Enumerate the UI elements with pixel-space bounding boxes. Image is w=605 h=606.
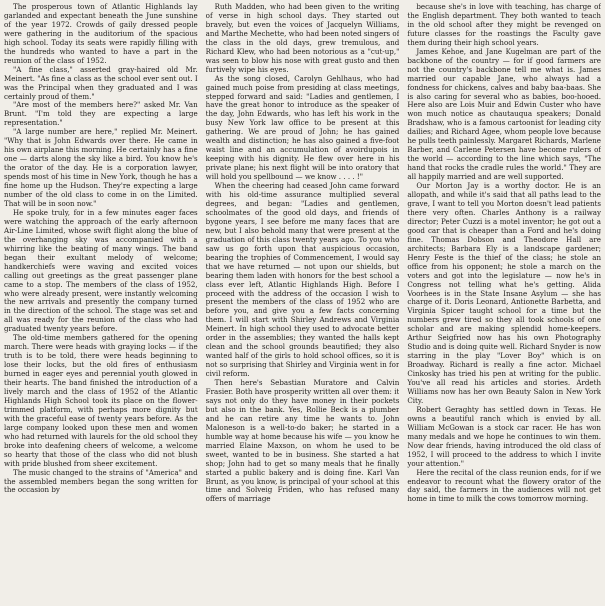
paragraph: When the cheering had ceased John came forward with his old-time assurance multiplied several degrees, and began: "Ladies and gentlemen, schoolmates of the good old days, and friends of bygone years, I see before me many faces that are new, but I also behold many that were present at the graduation of this class twenty years ago. To you who saw us go forth upon that auspicious occasion, bearing the trophies of Commencement, I would say that we have returned — not upon our shields, but bearing them laden with honors for the best school a class ever left, Atlantic Highlands High. Before I proceed with the address of the occasion I wish to present the members of the class of 1952 who are before you, and give you a few facts concerning them. I will start with Shirley Andrews and Virginia Meinert. In high school they used to advocate better order in the assemblies; they wanted the halls kept clean and the school grounds beautified; they also wanted half of the girls to hold school offices, so it is not so surprising that Shirley and Virginia went in for civil reform. xyxy=(205,181,400,379)
paragraph: The old-time members gathered for the opening march. There were heads with graying locks — if the truth is to be told, there were heads beginning to lose their locks, but the old fires of enthusiasm burned in eager eyes and perennial youth glowed in their hearts. The band finished the introduction of a lively march and the class of 1952 of the Atlantic Highlands High School took its place on the flower-trimmed platform, with perhaps more dignity but with the graceful ease of twenty years before. As the large company looked upon these men and women who had returned with laurels for the old school they broke into deafening cheers of welcome, a welcome so hearty that those of the class who did not blush with pride blushed from sheer excitement. xyxy=(4,333,198,468)
paragraph: "A fine class," asserted gray-haired old Mr. Meinert. "As fine a class as the school ever sent out. I was the Principal when they graduated and I was certainly proud of them." xyxy=(4,64,198,101)
article-column-1 xyxy=(4,3,198,606)
paragraph: He spoke truly, for in a few minutes eager faces were watching the approach of the early afternoon Air-Line Limited, whose swift flight along the blue of the overhanging sky was accompanied with a whirring like the beating of many wings. The band began their exultant melody of welcome; handkerchiefs were waving and excited voices calling out greetings as the great passenger plane came to a stop. The members of the class of 1952, who were already present, were instantly welcoming the new arrivals and presently the company turned in the direction of the school. The stage was set and all was ready for the reunion of the class who had graduated twenty years before. xyxy=(4,207,198,334)
paragraph: because she's in love with teaching, has charge of the English department. They both wanted to teach in the old school after they might be revenged on future classes for the roastings the Faculty gave them during their high school years. xyxy=(407,3,602,47)
paragraph: James Kehoe, and Jane Kugelman are part of the backbone of the country — for if good farmers are not the country's backbone tell me what is. James married our capable Jane, who always had a fondness for chickens, calves and baby baa-baas. She is also caring for several who as babies, boo-hooed. Here also are Lois Muir and Edwin Custer who have won much notice as chautauqua speakers; Donald Bradshaw, who is a famous cartoonist for leading city dailies; and Richard Agee, whom people love because he pulls teeth painlessly. Margaret Richards, Marlene Barber, and Carlene Petersen have become rulers of the world — according to the line which says, "The hand that rocks the cradle rules the world." They are all happily married and are well supported. xyxy=(407,46,602,182)
paragraph: Here the recital of the class reunion ends, for if we endeavor to recount what the flowery orator of the day said, the farmers in the audiences will not get home in time to milk the cows tomorrow morning. xyxy=(407,467,602,504)
paragraph: As the song closed, Carolyn Gehlhaus, who had gained much poise from presiding at class meetings, stepped forward and said: "Ladies and gentlemen, I have the great honor to introduce as the speaker of the day, John Edwards, who has left his work in the busy New York law office to be present at this gathering. We are proud of John; he has gained wealth and distinction; he has also gained a five-foot waist line and an accumulation of avoirdupois in keeping with his dignity. He flew over here in his private plane; his next flight will be into oratory that will hold you spellbound — we know . . . . !" xyxy=(205,73,400,182)
paragraph: The music changed to the strains of "America" and the assembled members began the song written for the occasion by xyxy=(4,467,198,495)
paragraph: Our Morton Jay is a worthy doctor. He is an allopath, and while it's said that all paths lead to the grave, I want to tell you Morton doesn't lead patients there very often. Charles Anthony is a railway director; Peter Cuzzi is a motel inventor; he got out a good car that is cheaper than a Ford and he's doing fine. Thomas Dobson and Theodore Hall are architects; Barbara Ely is a landscape gardener; Henry Feste is the thief of the class; he stole an office from his opponent; he stole a march on the voters and got into the legislature — now he's in Congress not telling what he's getting. Alida Voorhees is in the State Insane Asylum — she has charge of it. Doris Leonard, Antionette Barbetta, and Virginia Spicer taught school for a time but the numbers grew tired so they all took schools of one scholar and are making splendid home-keepers. Arthur Seigfried now has his own Photography Studio and is doing quite well. Richard Snyder is now starring in the play "Lover Boy" which is on Broadway. Richard is really a fine actor. Michael Cinkosky has tried his pen at writing for the public. You've all read his articles and stories. Ardeth Williams now has her own Beauty Salon in New York City. xyxy=(407,181,602,405)
article-column-3 xyxy=(407,3,601,606)
paragraph: "A large number are here," replied Mr. Meinert. "Why that is John Edwards over there. He came in his own airplane this morning. He certainly has a fine one — darts along the sky like a bird. You know he's the orator of the day. He is a corporation lawyer, spends most of his time in New York, though he has a fine home up the Hudson. They're expecting a large number of the old class to come in on the Limited. That will be in soon now." xyxy=(4,127,198,208)
paragraph: Robert Geraghty has settled down in Texas. He owns a beautiful ranch which is envied by all. William McGowan is a stock car racer. He has won many medals and we hope he continues to win them. Now dear friends, having introduced the old class of 1952, I will proceed to the address to which I invite your attention." xyxy=(407,404,602,468)
paragraph: Then here's Sebastian Muratore and Calvin Frasier. Both have prosperity written all over them: it says not only do they have money in their pockets but also in the bank. Yes, Rollie Beck is a plumber and he can retire any time he wants to. John Maloneson is a well-to-do baker; he started in a humble way at home because his wife — you know he married Elaine Maxson, on whom he used to be sweet, wanted to be in business. She started a hat shop; John had to get so many meals that he finally started a public bakery and is doing fine. Karl Van Brunt, as you know, is principal of your school at this time and Solveig Friden, who has refused many offers of marriage xyxy=(205,378,400,504)
paragraph: Ruth Madden, who had been given to the writing of verse in high school days. They started out bravely, but even the voices of Jacquelyn Williams, and Marthe Mechette, who had been noted singers of the class in the old days, grew tremulous, and Richard Klew, who had been notorious as a "cut-up," was seen to blow his nose with great gusto and then furtively wipe his eyes. xyxy=(205,3,400,74)
paragraph: The prosperous town of Atlantic Highlands lay garlanded and expectant beneath the June sunshine of the year 1972. Crowds of gaily dressed people were gathering in the auditorium of the spacious high school. Today its seats were rapidly filling with the hundreds who wanted to have a part in the reunion of the class of 1952. xyxy=(4,3,198,65)
paragraph: "Are most of the members here?" asked Mr. Van Brunt. "I'm told they are expecting a large representation." xyxy=(4,100,198,128)
article-column-2 xyxy=(206,3,400,606)
